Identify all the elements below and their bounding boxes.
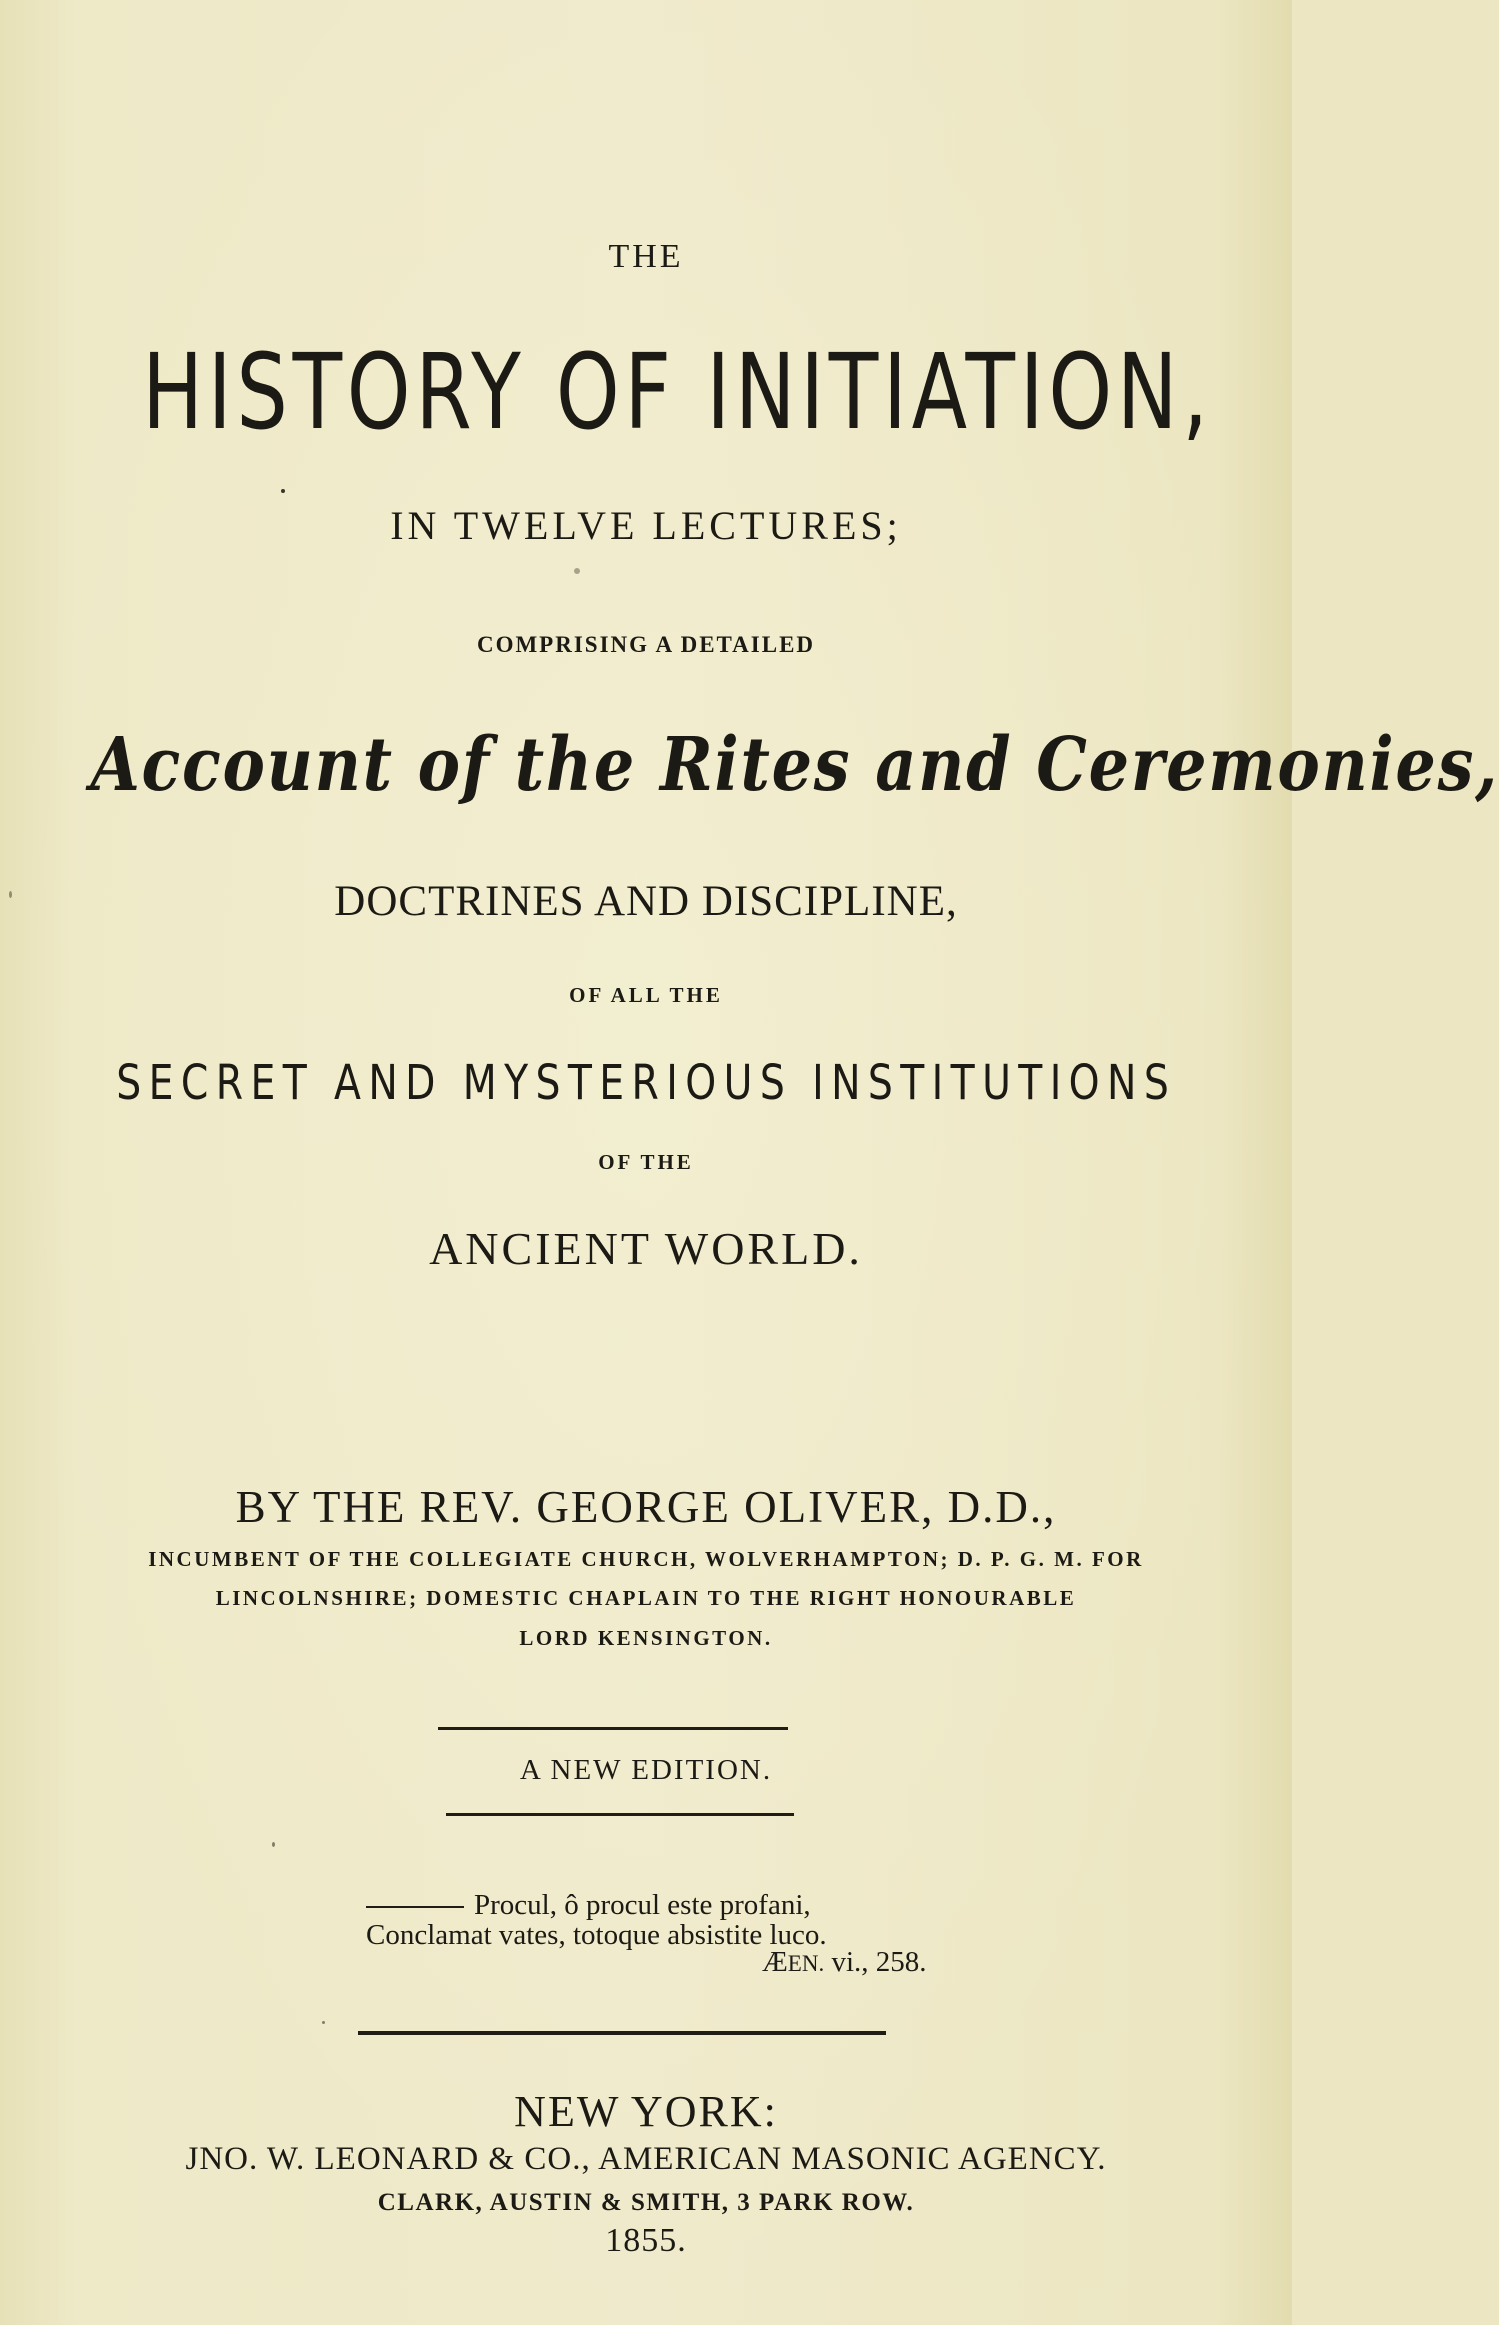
doctrines-line: DOCTRINES AND DISCIPLINE, <box>334 878 958 925</box>
epigraph-text-1: Procul, ô procul este profani, <box>474 1889 811 1921</box>
of-the-line: OF THE <box>598 1150 694 1174</box>
ink-speck <box>281 489 285 493</box>
title-article: THE <box>608 238 684 275</box>
imprint-publisher: JNO. W. LEONARD & CO., AMERICAN MASONIC AGENCY. <box>185 2141 1107 2177</box>
divider-rule <box>358 2031 886 2035</box>
citation-prefix: Æ <box>762 1946 788 1978</box>
divider-rule <box>446 1813 794 1816</box>
author-byline: BY THE REV. GEORGE OLIVER, D.D., <box>235 1482 1057 1532</box>
subtitle: IN TWELVE LECTURES; <box>390 503 902 548</box>
author-credentials-2: LINCOLNSHIRE; DOMESTIC CHAPLAIN TO THE RIGHT HONOURABLE <box>215 1586 1077 1610</box>
citation-smallcaps: EN. <box>787 1951 825 1976</box>
secret-institutions-line: SECRET AND MYSTERIOUS INSTITUTIONS <box>116 1055 1177 1111</box>
epigraph-dash <box>366 1906 464 1908</box>
author-credentials-1: INCUMBENT OF THE COLLEGIATE CHURCH, WOLVERHAMPTON; D. P. G. M. FOR <box>148 1547 1144 1571</box>
imprint-printer: CLARK, AUSTIN & SMITH, 3 PARK ROW. <box>377 2189 915 2216</box>
blackletter-line: Account of the Rites and Ceremonies, <box>90 722 1499 808</box>
imprint-year: 1855. <box>605 2222 687 2259</box>
main-title: HISTORY OF INITIATION, <box>142 331 1213 453</box>
epigraph-line-1 <box>366 1891 811 1920</box>
comprising-line: COMPRISING A DETAILED <box>476 632 816 657</box>
ink-speck <box>9 891 12 898</box>
imprint-city: NEW YORK: <box>514 2087 778 2136</box>
ink-speck <box>322 2021 325 2024</box>
divider-rule <box>438 1727 788 1730</box>
edition-line: A NEW EDITION. <box>519 1754 773 1786</box>
epigraph-line-2: Conclamat vates, totoque absistite luco. <box>366 1919 827 1951</box>
epigraph-citation <box>762 1948 927 1977</box>
ink-speck <box>272 1842 275 1847</box>
ancient-world-line: ANCIENT WORLD. <box>429 1223 863 1274</box>
author-credentials-3: LORD KENSINGTON. <box>519 1626 773 1650</box>
citation-rest: vi., 258. <box>824 1946 927 1978</box>
ink-speck <box>574 568 580 574</box>
of-all-the-line: OF ALL THE <box>569 983 723 1007</box>
